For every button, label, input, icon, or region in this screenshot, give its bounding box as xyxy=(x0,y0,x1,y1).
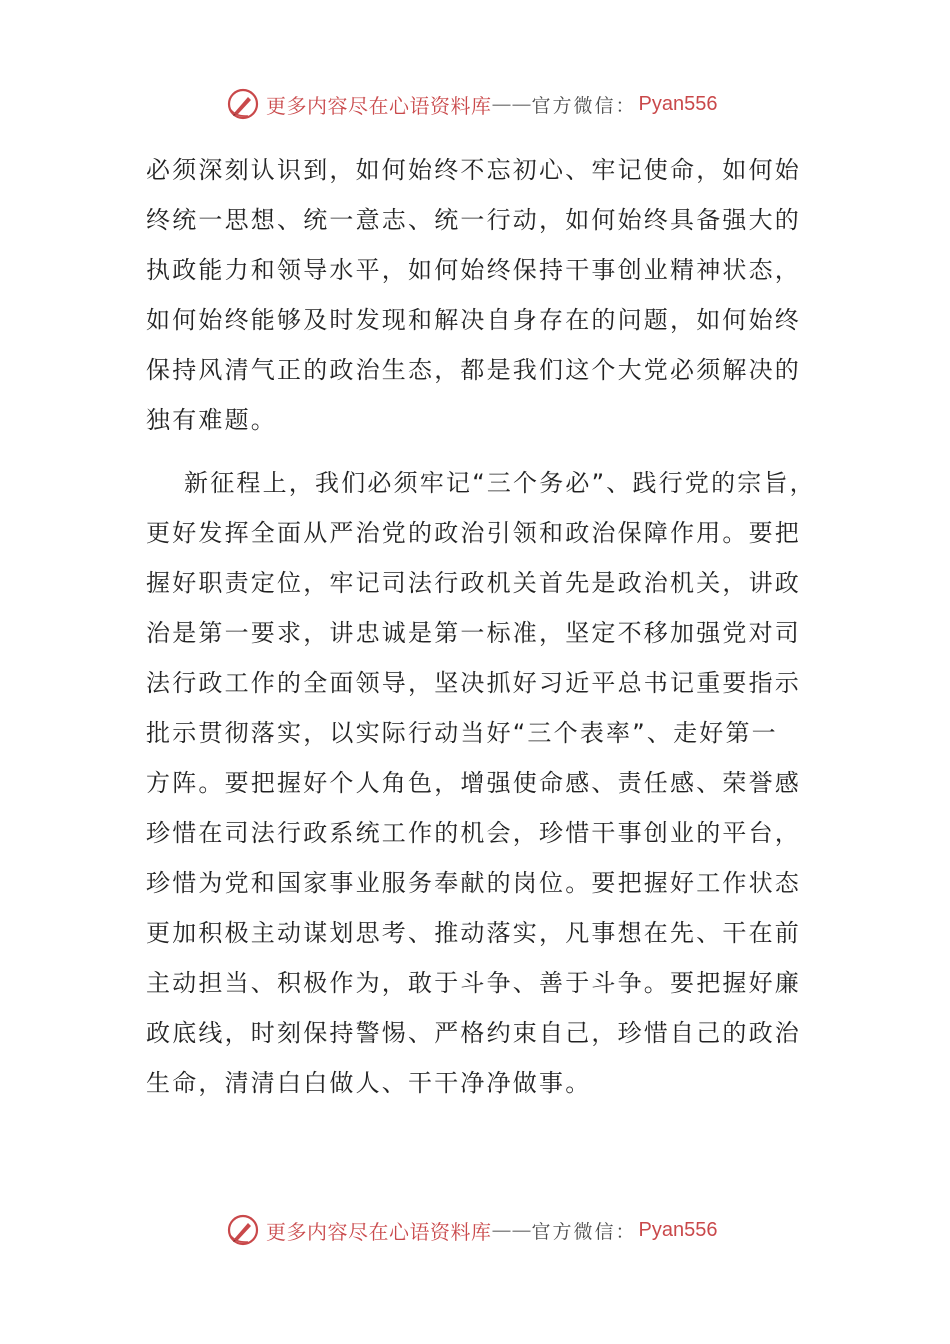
paragraph xyxy=(146,150,806,450)
footer-wechat-handle: Pyan556 xyxy=(638,1218,718,1241)
paragraph-line: 生命，清清白白做人、干干净净做事。 xyxy=(146,1069,592,1097)
header-wechat-label: 官方微信： xyxy=(531,94,637,117)
footer-banner xyxy=(226,1210,717,1250)
paragraph-line: 更加积极主动谋划思考、推动落实，凡事想在先、干在前 xyxy=(146,919,801,947)
header-banner xyxy=(226,84,717,124)
paragraph-line: 保持风清气正的政治生态，都是我们这个大党必须解决的 xyxy=(146,356,801,384)
paragraph-line: 终统一思想、统一意志、统一行动，如何始终具备强大的 xyxy=(146,206,801,234)
paragraph-line: 执政能力和领导水平，如何始终保持干事创业精神状态， xyxy=(146,256,801,284)
pen-logo-icon xyxy=(226,87,260,121)
paragraph-line: 方阵。要把握好个人角色，增强使命感、责任感、荣誉感 xyxy=(146,769,801,797)
paragraph xyxy=(146,463,816,1113)
paragraph-line: 如何始终能够及时发现和解决自身存在的问题，如何始终 xyxy=(146,306,801,334)
paragraph-line: 珍惜为党和国家事业服务奉献的岗位。要把握好工作状态 xyxy=(146,869,801,897)
header-dash: —— xyxy=(491,92,532,116)
pen-logo-icon xyxy=(226,1213,260,1247)
paragraph-line: 必须深刻认识到，如何始终不忘初心、牢记使命，如何始 xyxy=(146,156,801,184)
paragraph-line: 更好发挥全面从严治党的政治引领和政治保障作用。要把 xyxy=(146,519,801,547)
paragraph-line: 政底线，时刻保持警惕、严格约束自己，珍惜自己的政治 xyxy=(146,1019,801,1047)
paragraph-line: 法行政工作的全面领导，坚决抓好习近平总书记重要指示 xyxy=(146,669,801,697)
header-slogan: 更多内容尽在心语资料库 xyxy=(266,93,492,118)
paragraph-line: 主动担当、积极作为，敢于斗争、善于斗争。要把握好廉 xyxy=(146,969,801,997)
paragraph-line: 新征程上，我们必须牢记“三个务必”、践行党的宗旨， xyxy=(184,469,816,497)
footer-slogan: 更多内容尽在心语资料库 xyxy=(266,1219,492,1244)
footer-dash: —— xyxy=(491,1218,532,1242)
paragraph-line: 独有难题。 xyxy=(146,406,277,434)
header-wechat-handle: Pyan556 xyxy=(638,92,718,115)
footer-wechat-label: 官方微信： xyxy=(531,1220,637,1243)
paragraph-line: 珍惜在司法行政系统工作的机会，珍惜干事创业的平台， xyxy=(146,819,801,847)
document-body xyxy=(146,150,816,1113)
paragraph-line: 批示贯彻落实，以实际行动当好“三个表率”、走好第一 xyxy=(146,719,778,747)
paragraph-line: 握好职责定位，牢记司法行政机关首先是政治机关，讲政 xyxy=(146,569,801,597)
paragraph-line: 治是第一要求，讲忠诚是第一标准，坚定不移加强党对司 xyxy=(146,619,801,647)
